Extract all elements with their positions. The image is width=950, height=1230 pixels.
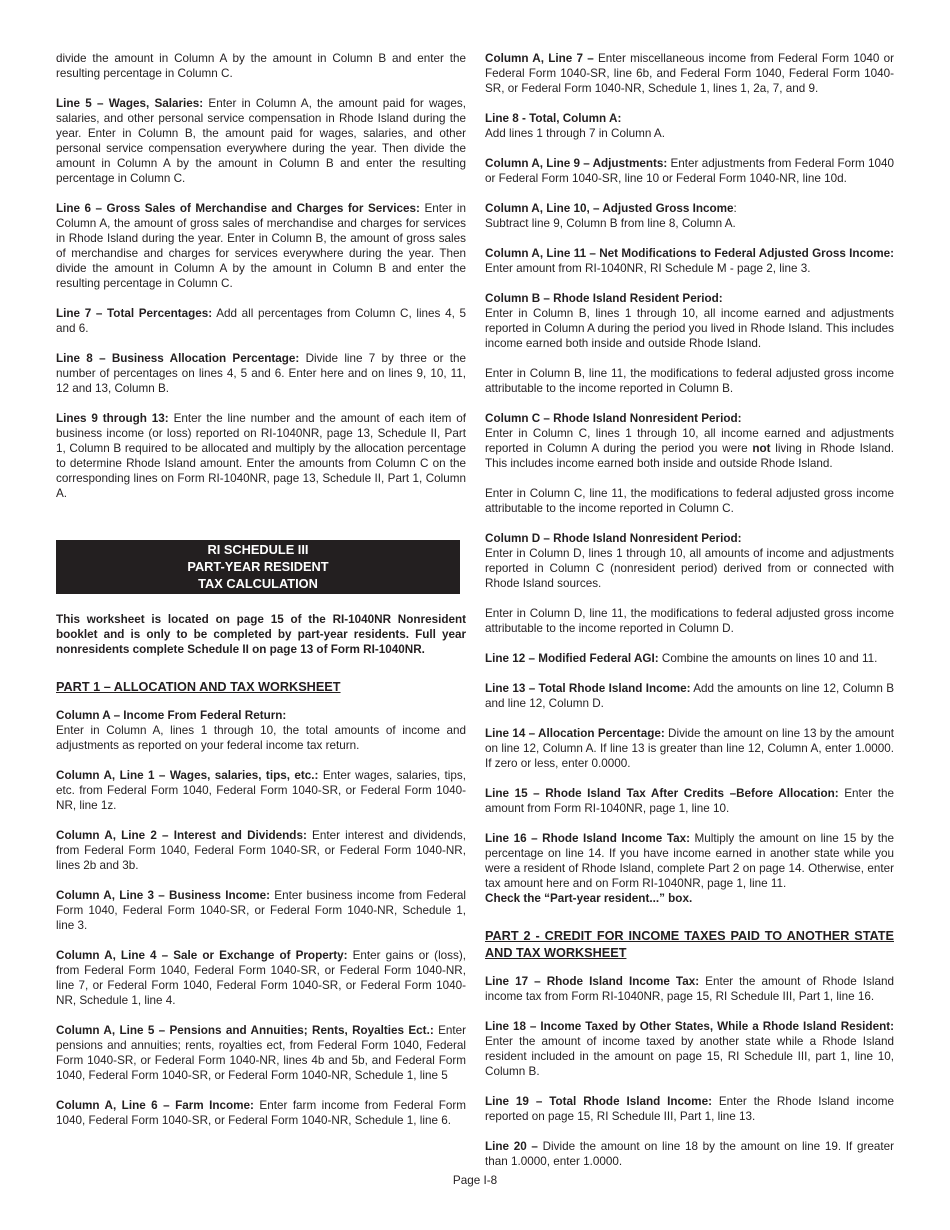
- line8-paragraph: Line 8 – Business Allocation Percentage: Divide line 7 by three or the number of percentages on lines 4, 5 and 6. Enter here and on lines 9, 10, 11, 12 and 13, Column B.: [56, 352, 466, 395]
- left-column: [56, 51, 466, 1143]
- line18-paragraph: Line 18 – Income Taxed by Other States, While a Rhode Island Resident: Enter the amount of income taxed by another state while a Rhode Island resident included in the amount on page 15, RI Schedule III, part 1, line 10, Column B.: [485, 1020, 894, 1078]
- line6-paragraph: Line 6 – Gross Sales of Merchandise and Charges for Services: Enter in Column A, the amount of gross sales of merchandise and charges for services in Rhode Island during the year. Enter in Column B, the amount of gross sales of merchandise and charges for services everywhere during the year. Then divide the amount in Column A by the amount in Column B and enter the resulting percentage in Column C.: [56, 202, 466, 290]
- part2-heading: PART 2 - CREDIT FOR INCOME TAXES PAID TO ANOTHER STATE AND TAX WORKSHEET: [485, 929, 894, 960]
- col-a-line2-paragraph: Column A, Line 2 – Interest and Dividends: Enter interest and dividends, from Federal Form 1040, Federal Form 1040-SR, or Federal Form 1040-NR, lines 2b and 3b.: [56, 829, 466, 872]
- schedule-title-box: [56, 540, 460, 594]
- column-c-line11-paragraph: Enter in Column C, line 11, the modifications to federal adjusted gross income attributable to the income reported in Column C.: [485, 487, 894, 515]
- part1-heading: PART 1 – ALLOCATION AND TAX WORKSHEET: [56, 680, 341, 694]
- col-a-line7-paragraph: Column A, Line 7 – Enter miscellaneous income from Federal Form 1040 or Federal Form 1040-SR, line 6b, and Federal Form 1040, Federal Form 1040-SR, or Federal Form 1040-NR, Schedule 1, lines 1, 2a, 7, and 9.: [485, 52, 895, 95]
- line5-paragraph: Line 5 – Wages, Salaries: Enter in Column A, the amount paid for wages, salaries, and other personal service compensation in Rhode Island during the year. Enter in Column B, the amount paid for wages, salaries, and other personal service compensation everywhere during the year. Then divide the amount in Column A by the amount in Column B and enter the resulting percentage in Column C.: [56, 97, 466, 185]
- schedule-title-line3: TAX CALCULATION: [198, 576, 318, 591]
- paragraph-continued: divide the amount in Column A by the amount in Column B and enter the resulting percentage in Column C.: [56, 52, 466, 80]
- col-a-line5-paragraph: Column A, Line 5 – Pensions and Annuities; Rents, Royalties Ect.: Enter pensions and annuities; rents, royalties ect, from Federal Form 1040, Federal Form 1040-SR, or Federal Form 1040-NR, lines 4b and 5b, and Federal Form 1040, Federal Form 1040-SR, or Federal Form 1040-NR, Schedule 1, line 5: [56, 1024, 467, 1082]
- col-a-line6-paragraph: Column A, Line 6 – Farm Income: Enter farm income from Federal Form 1040, Federal Form 1040-SR, or Federal Form 1040-NR, Schedule 1, line 6.: [56, 1099, 466, 1127]
- line19-paragraph: Line 19 – Total Rhode Island Income: Enter the Rhode Island income reported on page 15, RI Schedule III, Part 1, line 13.: [485, 1095, 894, 1123]
- line7-paragraph: Line 7 – Total Percentages: Add all percentages from Column C, lines 4, 5 and 6.: [56, 307, 466, 335]
- line13-paragraph: Line 13 – Total Rhode Island Income: Add the amounts on line 12, Column B and line 12, Column D.: [485, 682, 895, 710]
- column-a-paragraph: Column A – Income From Federal Return: Enter in Column A, lines 1 through 10, the total amounts of income and adjustments as reported on your federal income tax return.: [56, 709, 466, 752]
- line8-total-paragraph: Line 8 - Total, Column A: Add lines 1 through 7 in Column A.: [485, 112, 665, 140]
- worksheet-intro: This worksheet is located on page 15 of the RI-1040NR Nonresident booklet and is only to be completed by part-year residents. Full year nonresidents complete Schedule II on page 13 of Form RI-1040NR.: [56, 613, 466, 656]
- column-b-paragraph: Column B – Rhode Island Resident Period: Enter in Column B, lines 1 through 10, all income earned and adjustments reported in Column A during the period you lived in Rhode Island. This includes income earned both inside and outside Rhode Island.: [485, 292, 894, 350]
- col-a-line4-paragraph: Column A, Line 4 – Sale or Exchange of Property: Enter gains or (loss), from Federal Form 1040, Federal Form 1040-SR, or Federal Form 1040-NR, line 7, or Federal Form 1040, Federal Form 1040-SR, or Federal Form 1040-NR, Schedule 1, line 4.: [56, 949, 466, 1007]
- schedule-title-line1: RI SCHEDULE III: [207, 542, 309, 557]
- line12-paragraph: Line 12 – Modified Federal AGI: Combine the amounts on lines 10 and 11.: [485, 652, 878, 665]
- line20-paragraph: Line 20 – Divide the amount on line 18 by the amount on line 19. If greater than 1.0000, enter 1.0000.: [485, 1140, 894, 1168]
- col-a-line9-paragraph: Column A, Line 9 – Adjustments: Enter adjustments from Federal Form 1040 or Federal Form 1040-SR, line 10 or Federal Form 1040-NR, line 10d.: [485, 157, 894, 185]
- line16-paragraph: Line 16 – Rhode Island Income Tax: Multiply the amount on line 15 by the percentage on line 14. If you have income earned in another state while you were a resident of Rhode Island, complete Part 2 on page 14. Otherwise, enter tax amount here and on Form RI-1040NR, page 1, line 11. Check the “Part-year resident...” box.: [485, 832, 894, 905]
- section-spacer: [56, 516, 466, 538]
- line15-paragraph: Line 15 – Rhode Island Tax After Credits –Before Allocation: Enter the amount from Form RI-1040NR, page 1, line 10.: [485, 787, 894, 815]
- col-a-line3-paragraph: Column A, Line 3 – Business Income: Enter business income from Federal Form 1040, Federal Form 1040-SR, or Federal Form 1040-NR, Schedule 1, line 3.: [56, 889, 466, 932]
- page-number: Page I-8: [452, 1174, 498, 1187]
- right-column: [485, 51, 894, 1184]
- col-a-line1-paragraph: Column A, Line 1 – Wages, salaries, tips, etc.: Enter wages, salaries, tips, etc. from Federal Form 1040, Federal Form 1040-SR, or Federal Form 1040-NR, line 1z.: [56, 769, 466, 812]
- column-d-line11-paragraph: Enter in Column D, line 11, the modifications to federal adjusted gross income attributable to the income reported in Column D.: [485, 607, 894, 635]
- line14-paragraph: Line 14 – Allocation Percentage: Divide the amount on line 13 by the amount on line 12, Column A. If line 13 is greater than line 12, Column A, enter 1.0000. If zero or less, enter 0.0000.: [485, 727, 894, 770]
- schedule-title-line2: PART-YEAR RESIDENT: [187, 559, 329, 574]
- col-a-line10-paragraph: Column A, Line 10, – Adjusted Gross Income: Subtract line 9, Column B from line 8, Column A.: [485, 202, 737, 230]
- column-b-line11-paragraph: Enter in Column B, line 11, the modifications to federal adjusted gross income attributable to the income reported in Column B.: [485, 367, 894, 395]
- column-c-paragraph: Column C – Rhode Island Nonresident Period: Enter in Column C, lines 1 through 10, all income earned and adjustments reported in Column A during the period you were not living in Rhode Island. This includes income earned both inside and outside Rhode Island.: [485, 412, 894, 470]
- line17-paragraph: Line 17 – Rhode Island Income Tax: Enter the amount of Rhode Island income tax from Form RI-1040NR, page 15, RI Schedule III, Part 1, line 16.: [485, 975, 894, 1003]
- lines9-13-paragraph: Lines 9 through 13: Enter the line number and the amount of each item of business income (or loss) reported on RI-1040NR, page 13, Schedule II, Part 1, Column B required to be allocated and multiply by the allocation percentage to determine Rhode Island amount. Enter the amounts from Column C on the corresponding lines on Form RI-1040NR, page 13, Schedule II, Part 1, Column A.: [56, 412, 466, 500]
- col-a-line11-paragraph: Column A, Line 11 – Net Modifications to Federal Adjusted Gross Income: Enter amount from RI-1040NR, RI Schedule M - page 2, line 3.: [485, 247, 894, 275]
- column-d-paragraph: Column D – Rhode Island Nonresident Period: Enter in Column D, lines 1 through 10, all amounts of income and adjustments reported in Column C (nonresident period) derived from or connected with Rhode Island sources.: [485, 532, 894, 590]
